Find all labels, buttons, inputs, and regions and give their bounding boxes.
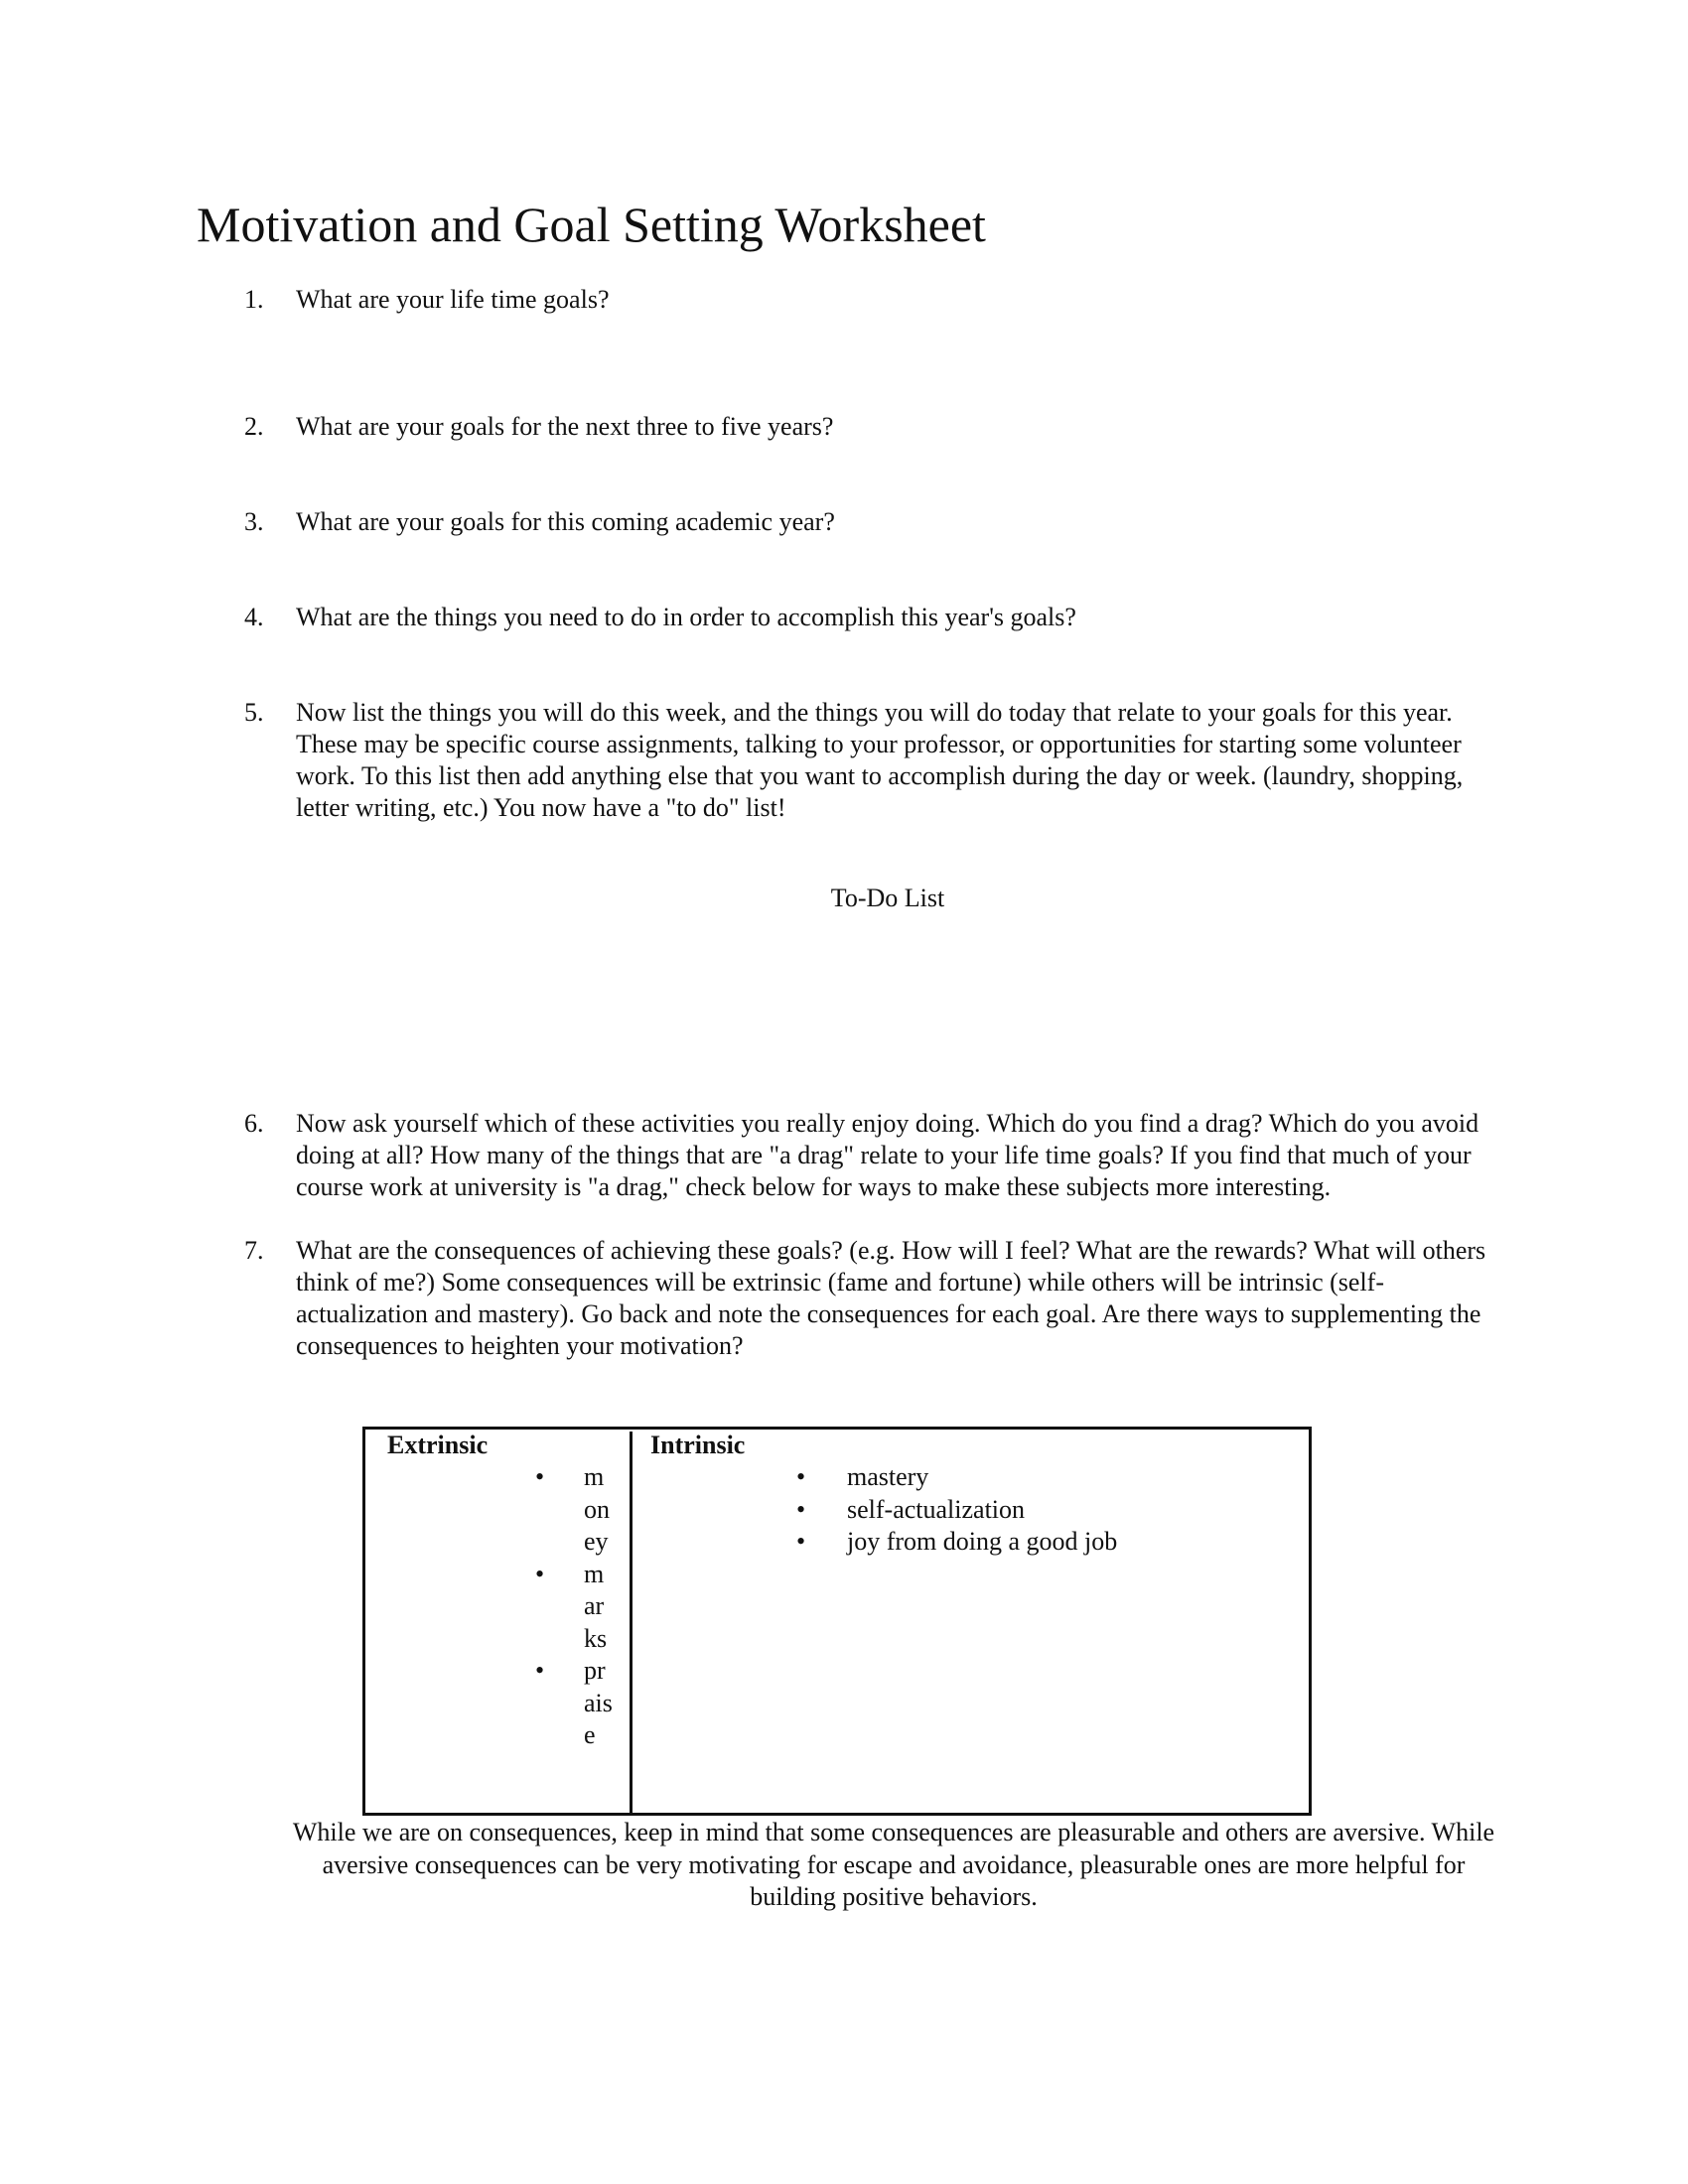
question-text: What are the things you need to do in order to accomplish this year's goals?: [296, 603, 1076, 631]
extrinsic-item-text: praise: [584, 1656, 613, 1749]
extrinsic-item-text: money: [584, 1462, 610, 1556]
intrinsic-item-text: mastery: [847, 1462, 929, 1491]
bullet-icon: •: [535, 1656, 545, 1685]
question-number: 1.: [244, 285, 264, 314]
bullet-icon: •: [796, 1462, 806, 1491]
intrinsic-header: Intrinsic: [650, 1431, 746, 1459]
page-title: Motivation and Goal Setting Worksheet: [197, 197, 986, 252]
question-text: What are your life time goals?: [296, 285, 610, 314]
consequences-table: [362, 1427, 1312, 1816]
question-text: What are your goals for this coming academic year?: [296, 507, 835, 536]
intrinsic-list: [633, 1461, 1308, 1559]
bullet-icon: •: [796, 1494, 806, 1524]
question-number: 2.: [244, 412, 264, 441]
extrinsic-item-text: marks: [584, 1559, 608, 1653]
todo-list-heading: To-Do List: [830, 884, 945, 912]
question-number: 6.: [244, 1109, 264, 1138]
question-text: Now ask yourself which of these activities you really enjoy doing. Which do you find a drag? Which do you avoid doing at all? How many of the things that are "a drag" relate to your life time goals? If you find that much of your course work at university is "a drag," check below for ways to make these subjects more interesting.: [296, 1109, 1479, 1201]
bullet-icon: •: [535, 1462, 545, 1491]
intrinsic-item-text: joy from doing a good job: [847, 1527, 1118, 1556]
question-number: 7.: [244, 1236, 264, 1265]
question-text: What are your goals for the next three to five years?: [296, 412, 834, 441]
list-item: [365, 1559, 630, 1656]
bullet-icon: •: [535, 1559, 545, 1588]
extrinsic-list: [365, 1461, 630, 1752]
question-text: What are the consequences of achieving these goals? (e.g. How will I feel? What are the rewards? What will others think of me?) Some consequences will be extrinsic (fame and fortune) while others will be intrinsic (self-actualization and mastery). Go back and note the consequences for each goal. Are there ways to supplementing the consequences to heighten your motivation?: [296, 1236, 1486, 1360]
list-item: [365, 1461, 630, 1559]
list-item: [633, 1494, 1308, 1527]
bullet-icon: •: [796, 1527, 806, 1556]
question-number: 4.: [244, 603, 264, 631]
question-number: 5.: [244, 698, 264, 727]
extrinsic-header: Extrinsic: [387, 1431, 489, 1459]
list-item: [633, 1526, 1308, 1559]
closing-note: While we are on consequences, keep in mind that some consequences are pleasurable and others are aversive. While aversive consequences can be very motivating for escape and avoidance, pleasurable ones are more helpful for building positive behaviors.: [292, 1818, 1495, 1911]
intrinsic-item-text: self-actualization: [847, 1494, 1026, 1524]
list-item: [365, 1655, 630, 1752]
question-text: Now list the things you will do this week, and the things you will do today that relate to your goals for this year. These may be specific course assignments, talking to your professor, or opportunities for starting some volunteer work. To this list then add anything else that you want to accomplish during the day or week. (laundry, shopping, letter writing, etc.) You now have a "to do" list!: [296, 698, 1464, 822]
question-number: 3.: [244, 507, 264, 536]
list-item: [633, 1461, 1308, 1494]
